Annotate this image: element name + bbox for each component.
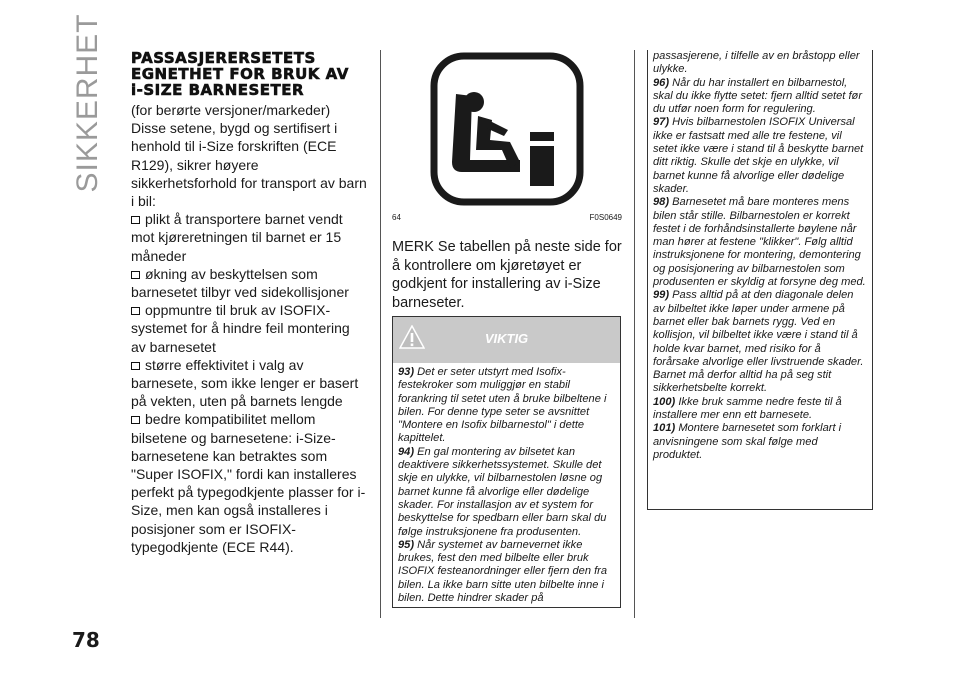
viktig-box [392,316,621,608]
note-item: 93) Det er seter utstyrt med Isofix-festekroker som muliggjør en stabil forankring til setet uten å bruke bilbeltene i bilen. For denne type seter se avsnittet "Montere en Isofix bilbarnestol" i dette kapittelet. [398,366,607,445]
merk-paragraph: MERK Se tabellen på neste side for å kontrollere om kjøretøyet er godkjent for installering av i-Size barneseter. [392,239,622,311]
note-item: 96) Når du har installert en bilbarnestol, skal du ikke flytte setet: fjern alltid setet før du utfør noen form for regulering. [653,76,863,116]
note-item: 99) Pass alltid på at den diagonale delen av bilbeltet ikke løper under armene på barnet eller bak barnets rygg. Ved en kollisjon, vil bilbeltet ikke være i stand til å holde kvar barnet, med risiko for å forårsake alvorlige eller livstruende skader. Barnet må derfor alltid ha på seg stit sikkerhetsbelte korrekt. [653,289,864,395]
checkbox-bullet-icon [131,216,140,224]
right-column [647,50,873,510]
section-heading [131,50,368,98]
note-item: 94) En gal montering av bilsetet kan deaktivere sikkerhetssystemet. Skulle det skje en ulykke, vil bilbarnestolen løsne og barnet kunne få alvorlige eller dødelige skader. For installasjon av et system for beskyttelse for spedbarn eller barn skal du følge instruksjonene fra produsenten. [398,445,607,538]
left-column [131,50,368,556]
viktig-notes [393,363,620,605]
checkbox-bullet-icon [131,416,140,424]
note-item: 100) Ikke bruk samme nedre feste til å installere mer enn ett barnesete. [653,395,842,422]
section-side-label-text: SIKKERHET [71,13,104,193]
heading-line: PASSASJERERSETETS [131,49,316,67]
viktig-header [393,317,620,363]
column-divider [634,50,635,618]
bullet-item: økning av beskyttelsen som barnesetet tilbyr ved sidekollisjoner [131,265,349,301]
note-item: 101) Montere barnesetet som forklart i anvisningene som skal følge med produktet. [653,422,842,461]
heading-line: i-SIZE BARNESETER [131,81,305,99]
checkbox-bullet-icon [131,271,140,279]
figure-number: 64 [392,213,401,222]
intro-paragraph: (for berørte versjoner/markeder) Disse setene, bygd og sertifisert i henhold til i-Size forskriften (ECE R129), sikrer høyere sikkerhetsforhold for transport av barn i bil: [131,102,367,210]
note-item: 98) Barnesetet må bare monteres mens bilen står stille. Bilbarnestolen er korrekt festet i de forhåndsinstallerte bøylene når man hører at festene "klikker". Følg alltid instruksjonene for montering, demontering og posisjonering av bilbarnestolen som produsenten er skyldig at forsyne deg med. [653,196,866,289]
note-continuation: passasjerene, i tilfelle av en bråstopp eller ulykke. [653,50,860,76]
figure-code: F0S0649 [589,213,622,222]
middle-column [392,50,622,312]
page-number: 78 [72,628,100,652]
note-item: 97) Hvis bilbarnestolen ISOFIX Universal ikke er fastsatt med alle tre festene, vil setet ikke være i stand til å beskytte barnet ditt riktig. Skulle det skje en ulykke, vil barnet kunne få alvorlige eller dødelige skader. [653,116,864,195]
figure-caption [392,213,622,222]
figure [392,50,622,210]
viktig-title: VIKTIG [484,331,529,346]
bullet-item: bedre kompatibilitet mellom bilsetene og barnesetene: i-Size-barnesetene kan betraktes som "Super ISOFIX," fordi kan installeres perfekt på typegodkjente plasser for i-Size, men kan også installeres i posisjoner som er ISOFIX-typegodkjente (ECE R44). [131,411,366,555]
checkbox-bullet-icon [131,362,140,370]
column-divider [380,50,381,618]
bullet-item: plikt å transportere barnet vendt mot kjøreretningen til barnet er 15 måneder [131,211,343,264]
note-item: 95) Når systemet av barnevernet ikke brukes, fest den med bilbelte eller bruk ISOFIX festeanordninger eller fjern den fra bilen. La ikke barn sitte uten bilbelte inne i bilen. Dette hindrer skader på [398,538,608,605]
bullet-item: oppmuntre til bruk av ISOFIX-systemet for å hindre feil montering av barnesetet [131,302,350,355]
isize-child-seat-icon [392,50,622,210]
heading-line: EGNETHET FOR BRUK AV [131,65,349,83]
checkbox-bullet-icon [131,307,140,315]
section-side-label [68,8,108,198]
bullet-item: større effektivitet i valg av barnesete, som ikke lenger er basert på vekten, uten på barnets lengde [131,356,359,410]
